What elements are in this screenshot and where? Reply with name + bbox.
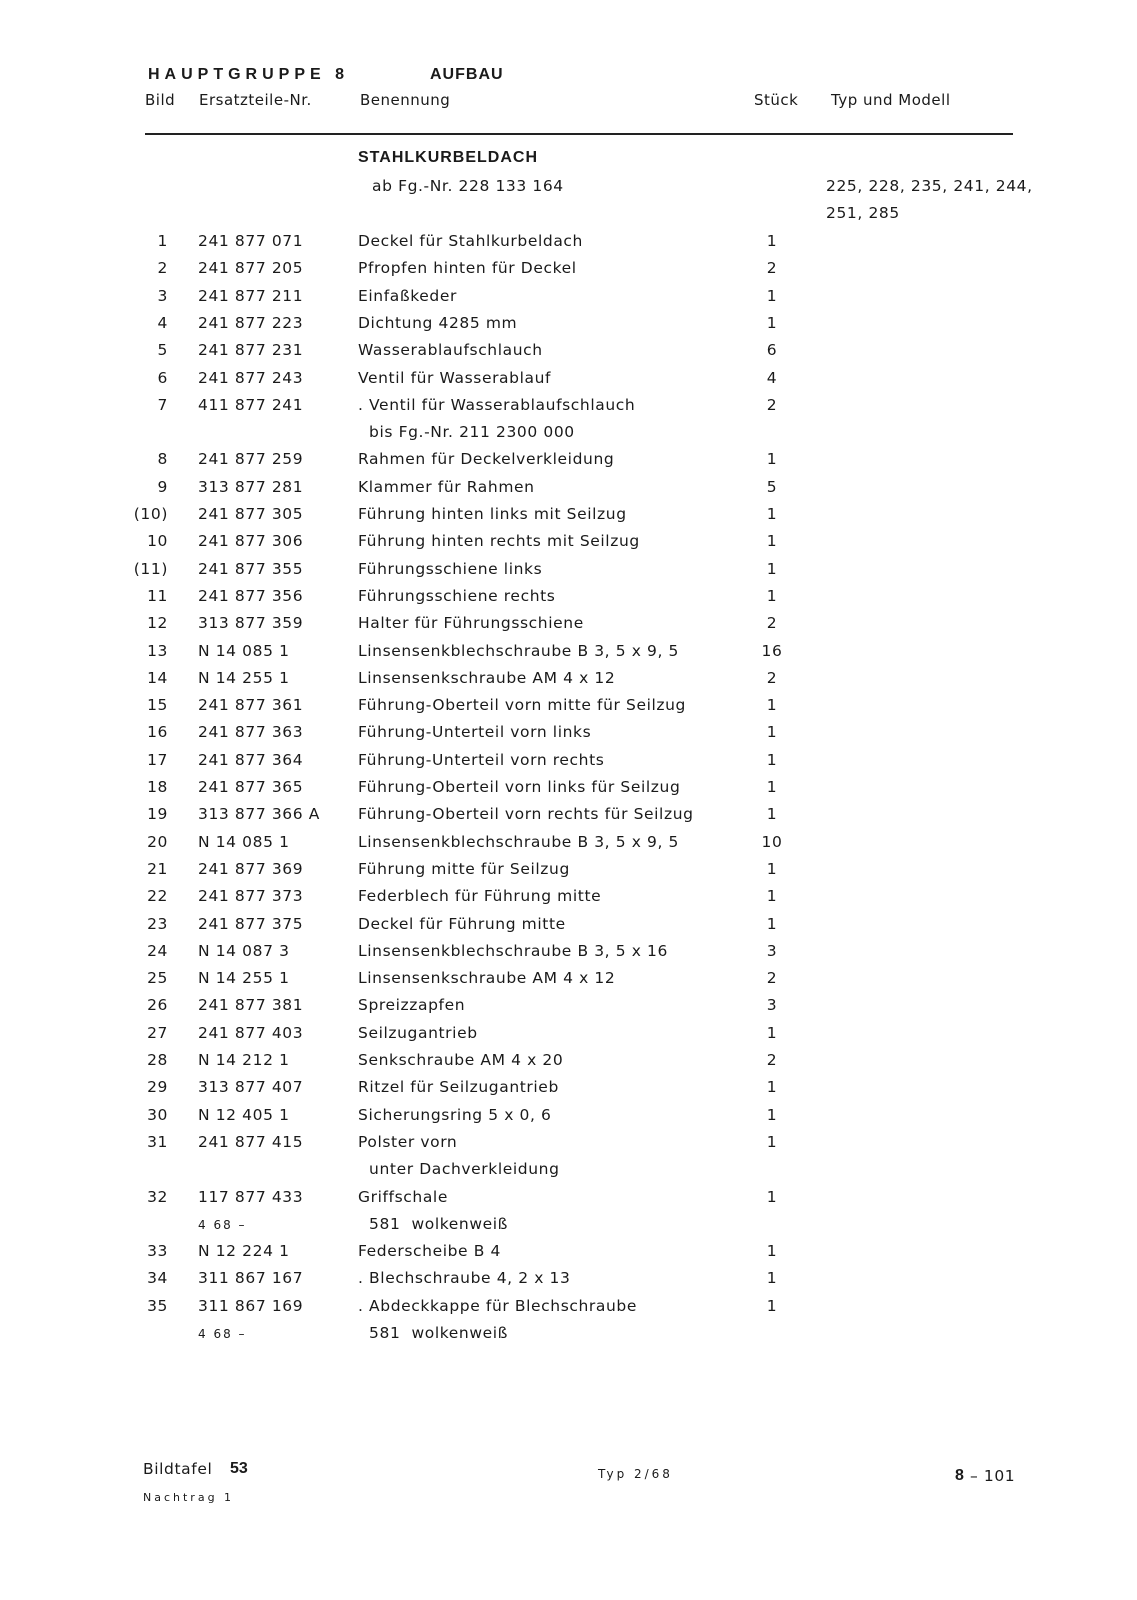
- bild-number: 17: [147, 750, 168, 769]
- part-number: 241 877 231: [198, 341, 304, 360]
- section-subtitle: ab Fg.-Nr. 228 133 164: [372, 177, 564, 195]
- part-number: 241 877 369: [198, 859, 304, 878]
- bild-number: 25: [147, 969, 168, 988]
- part-name: . Ventil für Wasserablaufschlauch: [358, 395, 636, 414]
- part-number: 4 68 –: [198, 1217, 247, 1232]
- bild-number: 8: [157, 450, 168, 469]
- part-name: Linsensenkschraube AM 4 x 12: [358, 668, 616, 687]
- bild-number: 14: [147, 668, 168, 687]
- table-row: [0, 883, 1137, 910]
- part-name: Halter für Führungsschiene: [358, 614, 584, 633]
- bild-number: 23: [147, 914, 168, 933]
- part-name: Wasserablaufschlauch: [358, 341, 543, 360]
- part-name: Linsensenkblechschraube B 3, 5 x 16: [358, 941, 668, 960]
- quantity: 1: [766, 750, 778, 769]
- table-row: [0, 474, 1137, 501]
- part-number: 241 877 306: [198, 532, 304, 551]
- part-number: N 12 405 1: [198, 1105, 290, 1124]
- table-row: [0, 1320, 1137, 1347]
- part-number: 241 877 205: [198, 259, 304, 278]
- bildtafel-number: 53: [230, 1460, 248, 1477]
- bild-number: 19: [147, 805, 168, 824]
- quantity: 2: [766, 395, 778, 414]
- bild-number: 31: [147, 1132, 168, 1151]
- part-number: 241 877 355: [198, 559, 304, 578]
- part-number: 241 877 223: [198, 313, 304, 332]
- table-row: [0, 501, 1137, 528]
- bild-number: 29: [147, 1078, 168, 1097]
- table-row: [0, 283, 1137, 310]
- quantity: 2: [766, 969, 778, 988]
- quantity: 1: [766, 914, 778, 933]
- part-name: Federscheibe B 4: [358, 1242, 501, 1261]
- quantity: 2: [766, 614, 778, 633]
- part-name: Führung hinten links mit Seilzug: [358, 505, 627, 523]
- part-number: 117 877 433: [198, 1187, 304, 1206]
- part-name: unter Dachverkleidung: [358, 1160, 560, 1179]
- bild-number: 32: [147, 1187, 168, 1206]
- part-name: Griffschale: [358, 1187, 448, 1206]
- part-name: Linsensenkblechschraube B 3, 5 x 9, 5: [358, 641, 679, 660]
- part-number: 241 877 243: [198, 368, 304, 387]
- bild-number: 9: [157, 477, 168, 496]
- quantity: 1: [766, 232, 778, 250]
- quantity: 1: [766, 586, 778, 605]
- part-number: 241 877 305: [198, 505, 304, 523]
- quantity: 2: [766, 668, 778, 687]
- quantity: 1: [766, 450, 778, 469]
- part-number: 241 877 361: [198, 696, 304, 715]
- bild-number: 24: [147, 941, 168, 960]
- part-number: 241 877 363: [198, 723, 304, 742]
- table-row: [0, 829, 1137, 856]
- part-name: Ventil für Wasserablauf: [358, 368, 552, 387]
- quantity: 1: [766, 1187, 778, 1206]
- part-name: Einfaßkeder: [358, 286, 457, 305]
- group-name: AUFBAU: [430, 66, 504, 83]
- quantity: 1: [766, 1242, 778, 1261]
- part-number: 241 877 259: [198, 450, 304, 469]
- quantity: 1: [766, 778, 778, 796]
- quantity: 6: [766, 341, 778, 360]
- part-number: 311 867 169: [198, 1296, 304, 1315]
- bild-number: 10: [147, 532, 168, 551]
- table-row: [0, 1265, 1137, 1292]
- part-name: Federblech für Führung mitte: [358, 887, 602, 906]
- part-name: Rahmen für Deckelverkleidung: [358, 450, 615, 469]
- bild-number: 21: [147, 859, 168, 878]
- table-row: [0, 1020, 1137, 1047]
- part-number: 411 877 241: [198, 395, 304, 414]
- bild-number: 4: [157, 313, 168, 332]
- part-name: Führung hinten rechts mit Seilzug: [358, 532, 640, 551]
- quantity: 1: [766, 286, 778, 305]
- part-number: 241 877 381: [198, 996, 304, 1015]
- part-number: N 14 212 1: [198, 1051, 290, 1069]
- bild-number: 33: [147, 1242, 168, 1261]
- part-number: 241 877 375: [198, 914, 304, 933]
- bild-number: (10): [133, 505, 168, 523]
- table-row: [0, 610, 1137, 637]
- table-row: [0, 583, 1137, 610]
- part-number: 241 877 365: [198, 778, 304, 796]
- table-row: [0, 1293, 1137, 1320]
- part-number: N 14 085 1: [198, 641, 290, 660]
- part-name: Führung-Oberteil vorn mitte für Seilzug: [358, 696, 686, 715]
- part-number: 241 877 356: [198, 586, 304, 605]
- typ-label: Typ 2/68: [598, 1467, 673, 1481]
- part-number: 313 877 281: [198, 477, 304, 496]
- quantity: 1: [766, 1105, 778, 1124]
- part-name: Führung-Oberteil vorn links für Seilzug: [358, 778, 681, 796]
- table-row: [0, 337, 1137, 364]
- bild-number: 3: [157, 286, 168, 305]
- quantity: 1: [766, 532, 778, 551]
- table-row: [0, 965, 1137, 992]
- bildtafel-label: Bildtafel: [143, 1460, 213, 1478]
- bild-number: 22: [147, 887, 168, 906]
- table-row: [0, 938, 1137, 965]
- bild-number: 13: [147, 641, 168, 660]
- quantity: 4: [766, 368, 778, 387]
- part-number: 241 877 071: [198, 232, 304, 250]
- part-number: N 14 255 1: [198, 668, 290, 687]
- table-row: [0, 310, 1137, 337]
- quantity: 1: [766, 505, 778, 523]
- part-number: 241 877 403: [198, 1023, 304, 1042]
- part-name: . Abdeckkappe für Blechschraube: [358, 1296, 638, 1315]
- quantity: 3: [766, 941, 778, 960]
- bild-number: 5: [157, 341, 168, 360]
- table-row: [0, 774, 1137, 801]
- part-name: Klammer für Rahmen: [358, 477, 535, 496]
- part-name: Pfropfen hinten für Deckel: [358, 259, 577, 278]
- bild-number: 11: [147, 586, 168, 605]
- quantity: 1: [766, 559, 778, 578]
- part-name: Linsensenkblechschraube B 3, 5 x 9, 5: [358, 832, 679, 851]
- part-name: Ritzel für Seilzugantrieb: [358, 1078, 559, 1097]
- page-number-major: 8: [955, 1467, 964, 1484]
- bild-number: 2: [157, 259, 168, 278]
- table-row: [0, 1074, 1137, 1101]
- table-row: [0, 665, 1137, 692]
- table-row: [0, 1184, 1137, 1211]
- bild-number: 26: [147, 996, 168, 1015]
- part-name: Polster vorn: [358, 1132, 458, 1151]
- quantity: 1: [766, 723, 778, 742]
- part-number: N 14 255 1: [198, 969, 290, 988]
- quantity: 1: [766, 1132, 778, 1151]
- part-name: Dichtung 4285 mm: [358, 313, 518, 332]
- part-name: Deckel für Stahlkurbeldach: [358, 232, 583, 250]
- bild-number: 20: [147, 832, 168, 851]
- table-row: [0, 392, 1137, 419]
- part-name: Führung-Unterteil vorn links: [358, 723, 592, 742]
- table-row: [0, 1238, 1137, 1265]
- bild-number: 6: [157, 368, 168, 387]
- bild-number: 15: [147, 696, 168, 715]
- quantity: 1: [766, 805, 778, 824]
- part-name: Führung-Unterteil vorn rechts: [358, 750, 605, 769]
- table-row: [0, 419, 1137, 446]
- quantity: 3: [766, 996, 778, 1015]
- bild-number: 35: [147, 1296, 168, 1315]
- section-title: STAHLKURBELDACH: [358, 149, 539, 166]
- col-header-name: Benennung: [360, 91, 451, 109]
- table-row: [0, 856, 1137, 883]
- part-name: Senkschraube AM 4 x 20: [358, 1051, 564, 1069]
- table-row: [0, 228, 1137, 255]
- quantity: 1: [766, 1296, 778, 1315]
- table-row: [0, 747, 1137, 774]
- section-typ-line2: 251, 285: [826, 204, 900, 222]
- quantity: 2: [766, 259, 778, 278]
- part-number: 241 877 211: [198, 286, 304, 305]
- table-row: [0, 1211, 1137, 1238]
- part-number: 4 68 –: [198, 1327, 247, 1341]
- part-number: 311 867 167: [198, 1269, 304, 1288]
- table-row: [0, 1047, 1137, 1074]
- nachtrag-label: Nachtrag 1: [143, 1491, 235, 1504]
- part-name: bis Fg.-Nr. 211 2300 000: [358, 423, 575, 442]
- part-number: 241 877 373: [198, 887, 304, 906]
- table-row: [0, 556, 1137, 583]
- table-row: [0, 1129, 1137, 1156]
- part-number: N 14 087 3: [198, 941, 290, 960]
- table-row: [0, 365, 1137, 392]
- bild-number: 7: [157, 395, 168, 414]
- part-number: N 12 224 1: [198, 1242, 290, 1261]
- quantity: 5: [766, 477, 778, 496]
- part-number: 313 877 407: [198, 1078, 304, 1097]
- quantity: 10: [761, 832, 783, 851]
- table-row: [0, 1102, 1137, 1129]
- col-header-bild: Bild: [145, 91, 176, 109]
- table-row: [0, 255, 1137, 282]
- bild-number: 18: [147, 778, 168, 796]
- part-name: . Blechschraube 4, 2 x 13: [358, 1269, 571, 1288]
- part-name: Führung-Oberteil vorn rechts für Seilzug: [358, 805, 694, 824]
- quantity: 1: [766, 1023, 778, 1042]
- part-number: N 14 085 1: [198, 832, 290, 851]
- part-number: 241 877 364: [198, 750, 304, 769]
- part-name: Führungsschiene links: [358, 559, 543, 578]
- quantity: 1: [766, 696, 778, 715]
- table-row: [0, 446, 1137, 473]
- quantity: 1: [766, 859, 778, 878]
- quantity: 1: [766, 1078, 778, 1097]
- bild-number: 16: [147, 723, 168, 742]
- section-typ-line1: 225, 228, 235, 241, 244,: [826, 177, 1033, 195]
- table-row: [0, 801, 1137, 828]
- part-number: 313 877 359: [198, 614, 304, 633]
- table-row: [0, 719, 1137, 746]
- table-row: [0, 528, 1137, 555]
- table-row: [0, 1156, 1137, 1183]
- bild-number: 30: [147, 1105, 168, 1124]
- col-header-typ: Typ und Modell: [831, 91, 951, 109]
- part-name: Spreizzapfen: [358, 996, 466, 1015]
- quantity: 16: [761, 641, 783, 660]
- quantity: 2: [766, 1051, 778, 1069]
- header-rule: [145, 133, 1013, 135]
- table-row: [0, 911, 1137, 938]
- part-name: 581 wolkenweiß: [358, 1214, 509, 1233]
- bild-number: (11): [133, 559, 168, 578]
- part-name: 581 wolkenweiß: [358, 1324, 509, 1342]
- table-row: [0, 638, 1137, 665]
- bild-number: 28: [147, 1051, 168, 1069]
- main-group-title: HAUPTGRUPPE 8: [148, 66, 350, 83]
- part-name: Deckel für Führung mitte: [358, 914, 566, 933]
- quantity: 1: [766, 1269, 778, 1288]
- page-number-minor: – 101: [970, 1467, 1016, 1485]
- part-number: 241 877 415: [198, 1132, 304, 1151]
- part-number: 313 877 366 A: [198, 805, 320, 824]
- part-name: Sicherungsring 5 x 0, 6: [358, 1105, 552, 1124]
- table-row: [0, 692, 1137, 719]
- quantity: 1: [766, 313, 778, 332]
- part-name: Linsensenkschraube AM 4 x 12: [358, 969, 616, 988]
- bild-number: 27: [147, 1023, 168, 1042]
- bild-number: 12: [147, 614, 168, 633]
- col-header-nr: Ersatzteile-Nr.: [199, 91, 312, 109]
- part-name: Führung mitte für Seilzug: [358, 859, 570, 878]
- table-row: [0, 992, 1137, 1019]
- quantity: 1: [766, 887, 778, 906]
- part-name: Führungsschiene rechts: [358, 586, 556, 605]
- bild-number: 34: [147, 1269, 168, 1288]
- col-header-qty: Stück: [754, 91, 799, 109]
- bild-number: 1: [157, 232, 168, 250]
- part-name: Seilzugantrieb: [358, 1023, 478, 1042]
